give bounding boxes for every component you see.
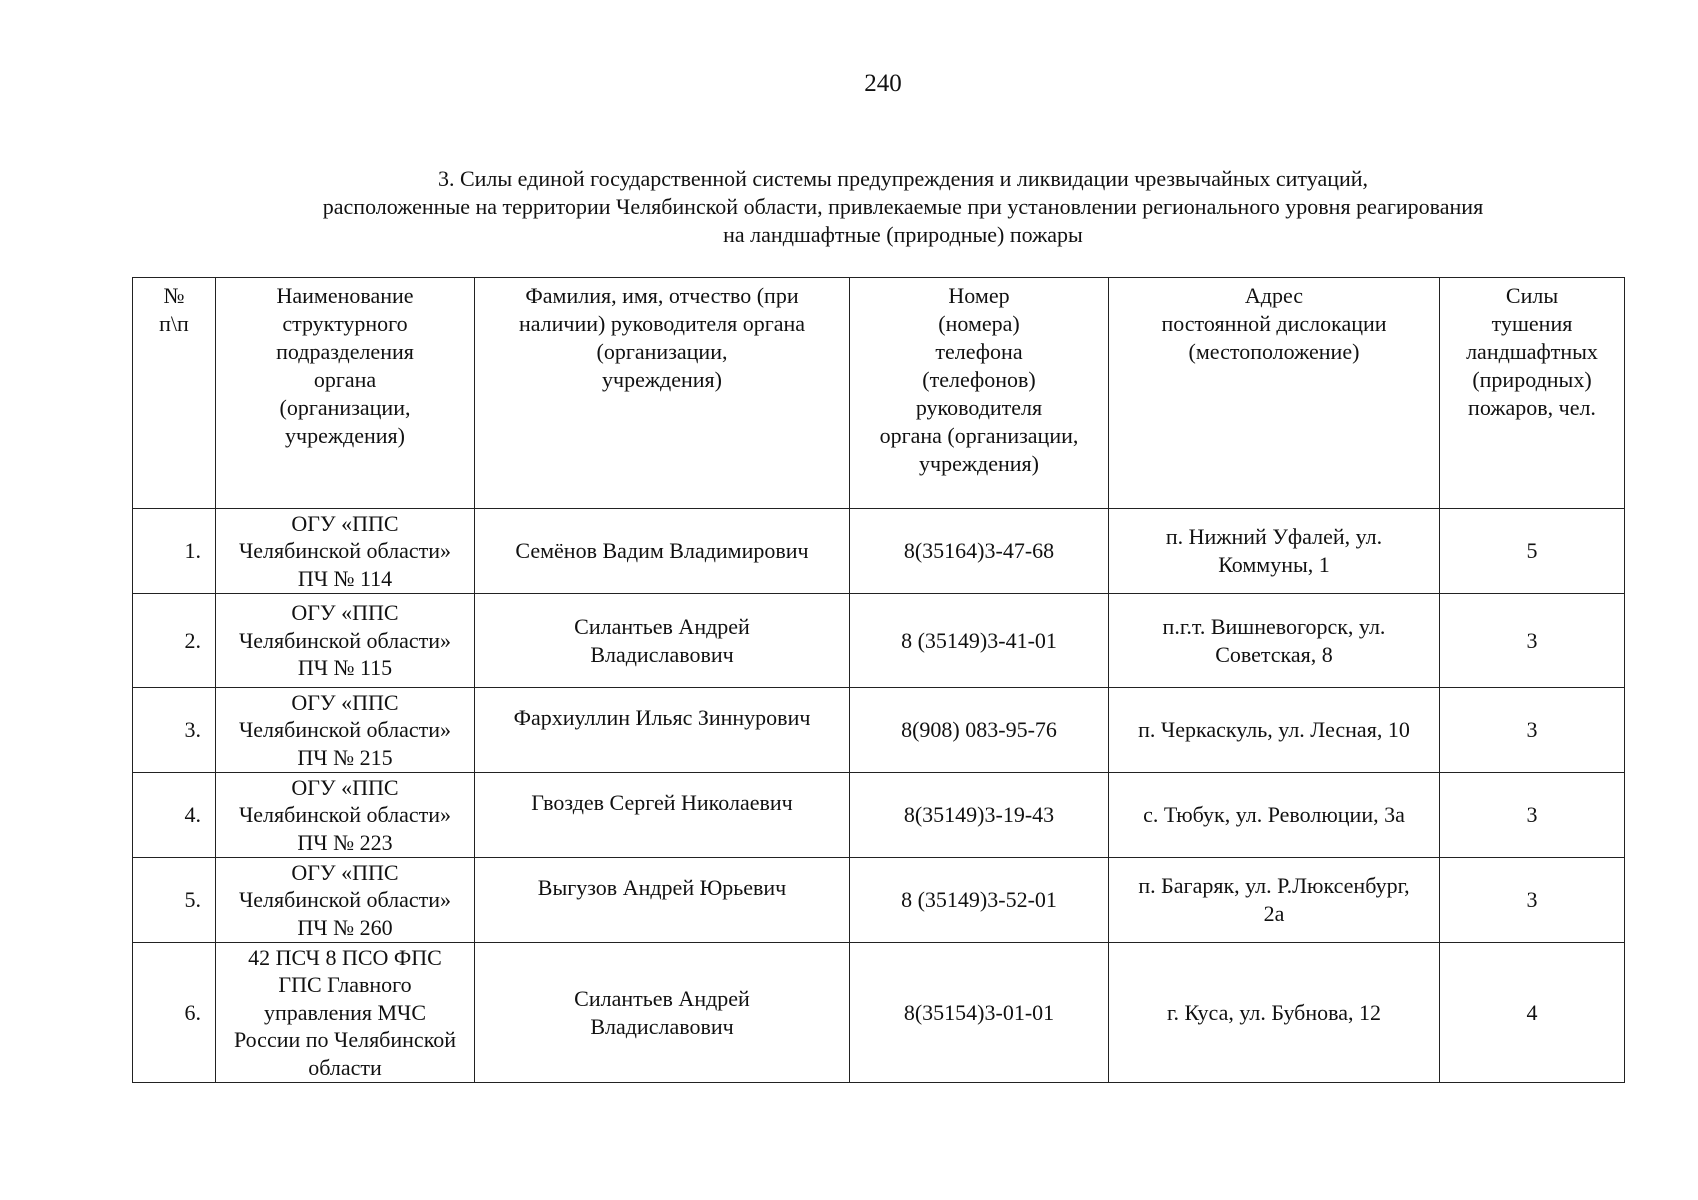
cell-head-name <box>475 688 850 773</box>
section-title <box>0 165 1698 249</box>
cell-organization: ОГУ «ППС Челябинской области» ПЧ № 115 <box>216 594 475 688</box>
cell-forces: 5 <box>1440 509 1625 594</box>
cell-head-name: Силантьев Андрей Владиславович <box>475 594 850 688</box>
table-row <box>133 594 1625 688</box>
table-header-row <box>133 278 1625 509</box>
cell-organization: ОГУ «ППС Челябинской области» ПЧ № 114 <box>216 509 475 594</box>
cell-address: г. Куса, ул. Бубнова, 12 <box>1109 943 1440 1083</box>
title-line: 3. Силы единой государственной системы предупреждения и ликвидации чрезвычайных ситуаций, <box>437 166 1369 191</box>
cell-organization: ОГУ «ППС Челябинской области» ПЧ № 260 <box>216 858 475 943</box>
header-head-name: Фамилия, имя, отчество (при наличии) руководителя органа (организации, учреждения) <box>475 278 850 509</box>
header-number: № п\п <box>133 278 216 509</box>
cell-number: 6. <box>133 943 216 1083</box>
cell-number: 2. <box>133 594 216 688</box>
cell-head-name <box>475 773 850 858</box>
cell-address: п. Багаряк, ул. Р.Люксенбург, 2а <box>1109 858 1440 943</box>
cell-address: п. Нижний Уфалей, ул. Коммуны, 1 <box>1109 509 1440 594</box>
cell-phone: 8(908) 083-95-76 <box>850 688 1109 773</box>
cell-address: п. Черкаскуль, ул. Лесная, 10 <box>1109 688 1440 773</box>
cell-head-name: Семёнов Вадим Владимирович <box>475 509 850 594</box>
head-name-text: Гвоздев Сергей Николаевич <box>531 790 793 815</box>
cell-organization: ОГУ «ППС Челябинской области» ПЧ № 223 <box>216 773 475 858</box>
cell-phone: 8(35154)3-01-01 <box>850 943 1109 1083</box>
page-number: 240 <box>864 70 902 97</box>
table-row <box>133 943 1625 1083</box>
cell-head-name: Силантьев Андрей Владиславович <box>475 943 850 1083</box>
table-row <box>133 509 1625 594</box>
table-row <box>133 773 1625 858</box>
cell-number: 5. <box>133 858 216 943</box>
cell-forces: 3 <box>1440 858 1625 943</box>
cell-number: 1. <box>133 509 216 594</box>
cell-forces: 3 <box>1440 773 1625 858</box>
cell-phone: 8 (35149)3-41-01 <box>850 594 1109 688</box>
cell-address: с. Тюбук, ул. Революции, 3а <box>1109 773 1440 858</box>
header-forces: Силы тушения ландшафтных (природных) пожаров, чел. <box>1440 278 1625 509</box>
header-address: Адрес постоянной дислокации (местоположение) <box>1109 278 1440 509</box>
cell-organization: 42 ПСЧ 8 ПСО ФПС ГПС Главного управления МЧС России по Челябинской области <box>216 943 475 1083</box>
title-line: расположенные на территории Челябинской области, привлекаемые при установлении регионального уровня реагирования <box>322 194 1484 219</box>
title-line: на ландшафтные (природные) пожары <box>723 222 1083 247</box>
cell-number: 3. <box>133 688 216 773</box>
head-name-text: Фархиуллин Ильяс Зиннурович <box>513 705 811 730</box>
cell-forces: 4 <box>1440 943 1625 1083</box>
head-name-text: Выгузов Андрей Юрьевич <box>537 875 787 900</box>
table-row <box>133 688 1625 773</box>
cell-number: 4. <box>133 773 216 858</box>
cell-forces: 3 <box>1440 594 1625 688</box>
cell-phone: 8(35149)3-19-43 <box>850 773 1109 858</box>
cell-organization: ОГУ «ППС Челябинской области» ПЧ № 215 <box>216 688 475 773</box>
cell-forces: 3 <box>1440 688 1625 773</box>
header-phone: Номер (номера) телефона (телефонов) руководителя органа (организации, учреждения) <box>850 278 1109 509</box>
cell-head-name <box>475 858 850 943</box>
cell-phone: 8(35164)3-47-68 <box>850 509 1109 594</box>
table-row <box>133 858 1625 943</box>
header-organization: Наименование структурного подразделения органа (организации, учреждения) <box>216 278 475 509</box>
forces-table <box>132 277 1625 1083</box>
cell-address: п.г.т. Вишневогорск, ул. Советская, 8 <box>1109 594 1440 688</box>
cell-phone: 8 (35149)3-52-01 <box>850 858 1109 943</box>
